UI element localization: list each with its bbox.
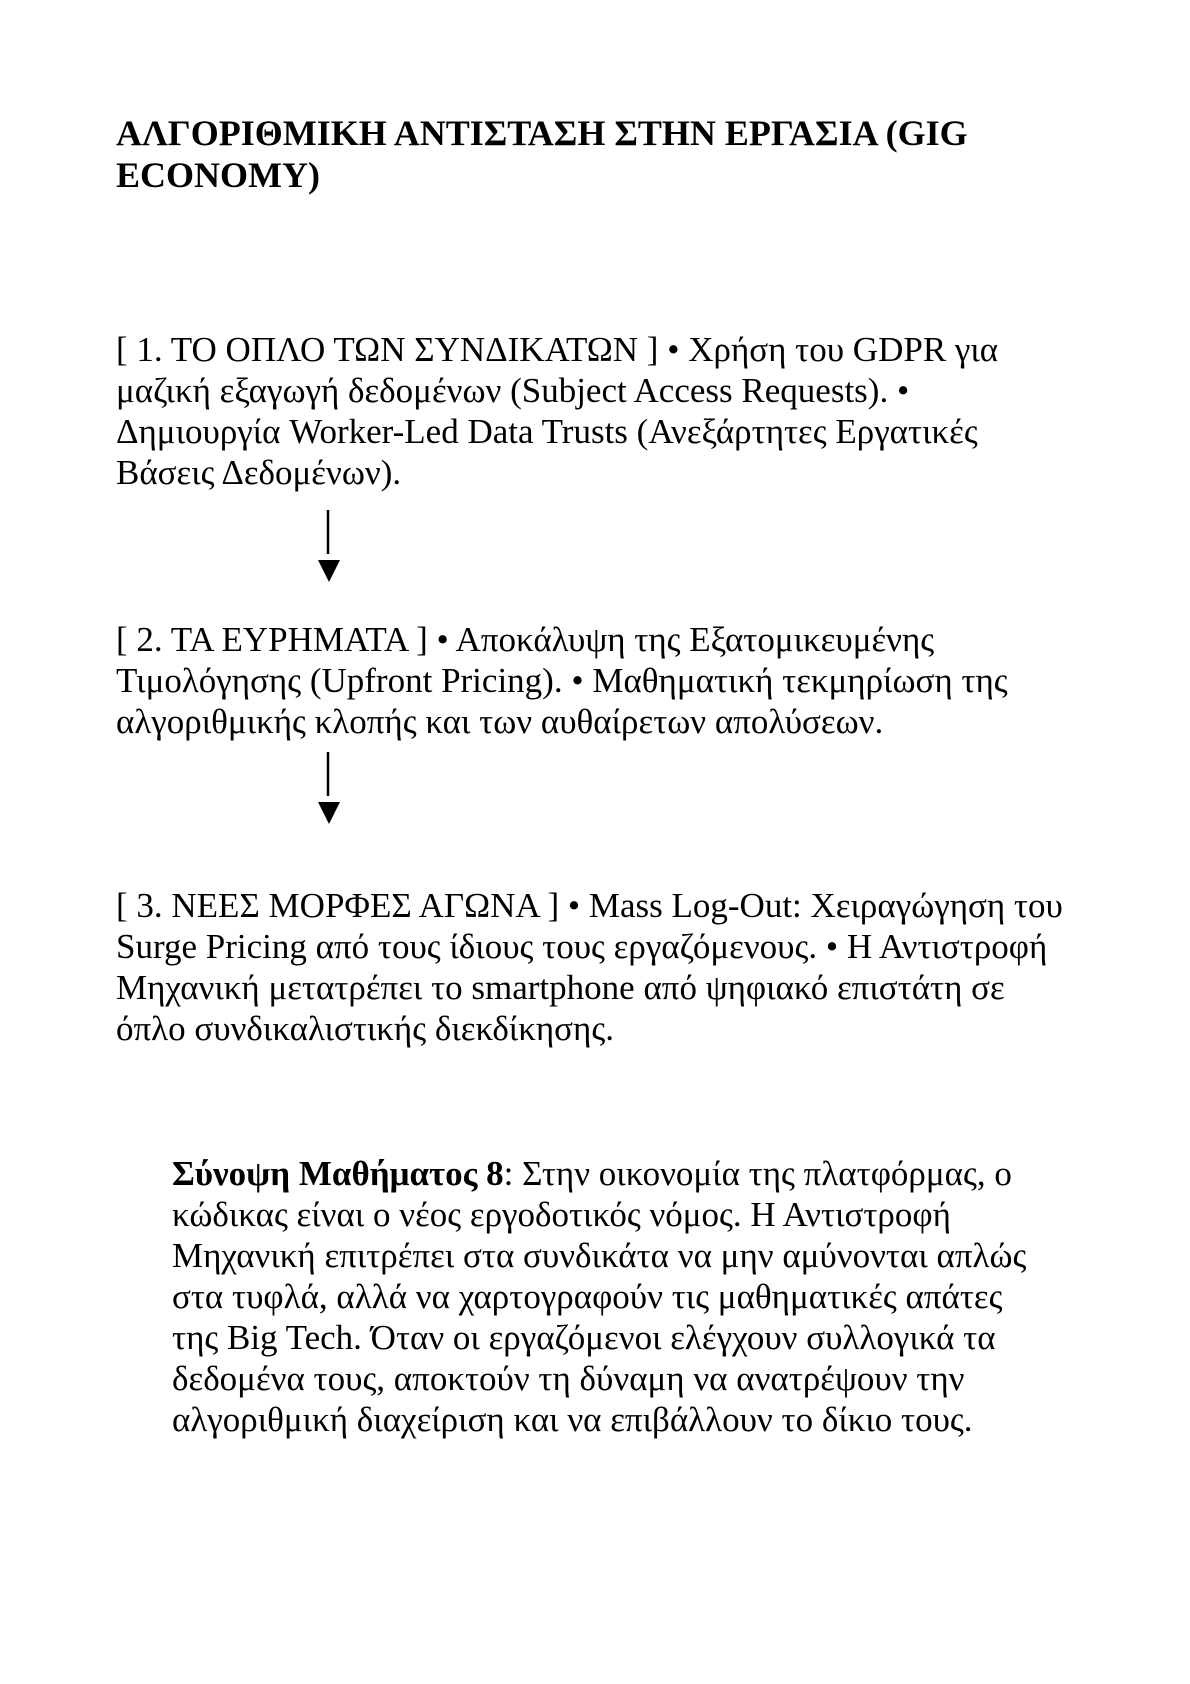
summary-separator: : (503, 1154, 514, 1193)
summary-text: Στην οικονομία της πλατφόρμας, ο κώδικας είναι ο νέος εργοδοτικός νόμος. Η Αντιστροφή Μηχανική επιτρέπει στα συνδικάτα να μην αμύνονται απλώς στα τυφλά, αλλά να χαρτογραφούν τις μαθηματικές απάτες της Big Tech. Όταν οι εργαζόμενοι ελέγχουν συλλογικά τα δεδομένα τους, αποκτούν τη δύναμη να ανατρέψουν την αλγοριθμική διαχείριση και να επιβάλλουν το δίκιο τους. (172, 1154, 1027, 1439)
summary-label: Σύνοψη Μαθήματος 8 (172, 1154, 504, 1193)
lesson-summary (172, 1153, 1052, 1440)
section-new-forms-of-struggle: [ 3. ΝΕΕΣ ΜΟΡΦΕΣ ΑΓΩΝΑ ] • Mass Log-Out: Χειραγώγηση του Surge Pricing από τους ίδιους τους εργαζόμενους. • Η Αντιστροφή Μηχανική μετατρέπει το smartphone από ψηφιακό επιστάτη σε όπλο συνδικαλιστικής διεκδίκησης. (116, 886, 1063, 1048)
down-arrow-icon (318, 510, 348, 590)
document-title: ΑΛΓΟΡΙΘΜΙΚΗ ΑΝΤΙΣΤΑΣΗ ΣΤΗΝ ΕΡΓΑΣΙΑ (GIG ECONOMY) (116, 113, 968, 195)
down-arrow-icon (318, 752, 348, 832)
section-union-weapon: [ 1. ΤΟ ΟΠΛΟ ΤΩΝ ΣΥΝΔΙΚΑΤΩΝ ] • Χρήση του GDPR για μαζική εξαγωγή δεδομένων (Subject Access Requests). • Δημιουργία Worker-Led Data Trusts (Ανεξάρτητες Εργατικές Βάσεις Δεδομένων). (116, 330, 999, 492)
section-findings: [ 2. ΤΑ ΕΥΡΗΜΑΤΑ ] • Αποκάλυψη της Εξατομικευμένης Τιμολόγησης (Upfront Pricing). • Μαθηματική τεκμηρίωση της αλγοριθμικής κλοπής και των αυθαίρετων απολύσεων. (116, 620, 1008, 741)
